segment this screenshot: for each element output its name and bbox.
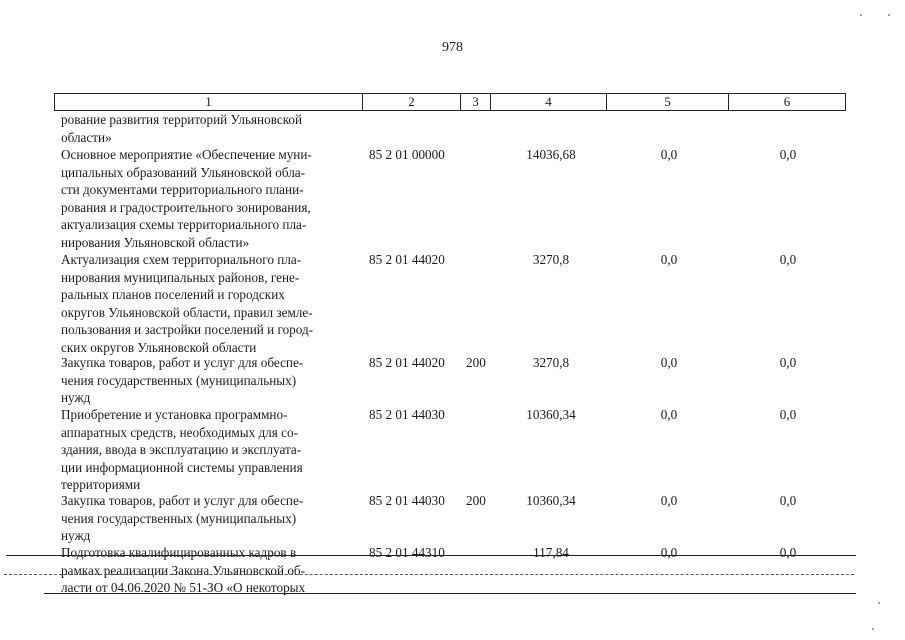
page-number: 978 — [442, 40, 463, 55]
row-name: Закупка товаров, работ и услуг для обеспе- чения государственных (муниципальных) нужд — [61, 493, 304, 544]
header-col-1: 1 — [55, 94, 363, 110]
row-vr: 200 — [466, 493, 486, 508]
scan-speck — [878, 602, 880, 604]
scan-speck — [888, 14, 890, 16]
scan-speck — [872, 628, 874, 630]
row-value-1: 3270,8 — [532, 252, 570, 267]
row-value-1: 14036,68 — [526, 147, 576, 162]
row-code: 85 2 01 44030 — [369, 407, 445, 422]
row-name: Закупка товаров, работ и услуг для обеспе- чения государственных (муниципальных) нужд — [61, 355, 304, 406]
row-code: 85 2 01 00000 — [369, 147, 445, 162]
strikethrough-line — [6, 555, 856, 556]
row-vr: 200 — [466, 355, 486, 370]
strikethrough-line — [4, 574, 854, 575]
row-value-3: 0,0 — [779, 407, 797, 422]
row-code: 85 2 01 44310 — [369, 545, 445, 560]
row-value-1: 10360,34 — [526, 493, 576, 508]
row-code: 85 2 01 44020 — [369, 252, 445, 267]
header-col-2: 2 — [363, 94, 461, 110]
row-name: Актуализация схем территориального пла- нирования муниципальных районов, гене- ральных планов поселений и городских округов Ульяновской области, правил земле- пользования и застройки поселений и город- ских округов Ульяновской области — [61, 252, 314, 355]
row-value-2: 0,0 — [660, 147, 678, 162]
row-value-2: 0,0 — [660, 407, 678, 422]
header-col-3: 3 — [461, 94, 491, 110]
row-value-1: 117,84 — [533, 545, 569, 560]
row-value-1: 3270,8 — [532, 355, 570, 370]
row-value-3: 0,0 — [779, 545, 797, 560]
scan-speck — [860, 14, 862, 16]
row-value-2: 0,0 — [660, 355, 678, 370]
row-value-2: 0,0 — [660, 493, 678, 508]
row-value-2: 0,0 — [660, 252, 678, 267]
row-value-3: 0,0 — [779, 493, 797, 508]
row-value-3: 0,0 — [779, 147, 797, 162]
table-header — [54, 93, 846, 111]
row-name: Приобретение и установка программно- аппаратных средств, необходимых для со- здания, ввода в эксплуатацию и эксплуата- ции информационной системы управления территориями — [61, 407, 303, 493]
header-col-4: 4 — [491, 94, 607, 110]
row-code: 85 2 01 44030 — [369, 493, 445, 508]
row-value-3: 0,0 — [779, 355, 797, 370]
row-value-2: 0,0 — [660, 545, 678, 560]
row-value-3: 0,0 — [779, 252, 797, 267]
row-code: 85 2 01 44020 — [369, 355, 445, 370]
header-col-6: 6 — [783, 94, 791, 109]
row-value-1: 10360,34 — [526, 407, 576, 422]
row-name: Основное мероприятие «Обеспечение муни- ципальных образований Ульяновской обла- сти документами территориального плани- рования и градостроительного зонирования, актуализация схемы территориального пла- нирования Ульяновской области» — [61, 147, 312, 250]
strikethrough-line — [44, 593, 856, 594]
row-name: Подготовка квалифицированных кадров в рамках реализации Закона Ульяновской об- ласти от 04.06.2020 № 51-ЗО «О некоторых — [61, 545, 306, 596]
row-name: рование развития территорий Ульяновской области» — [61, 112, 303, 145]
header-col-5: 5 — [607, 94, 729, 110]
